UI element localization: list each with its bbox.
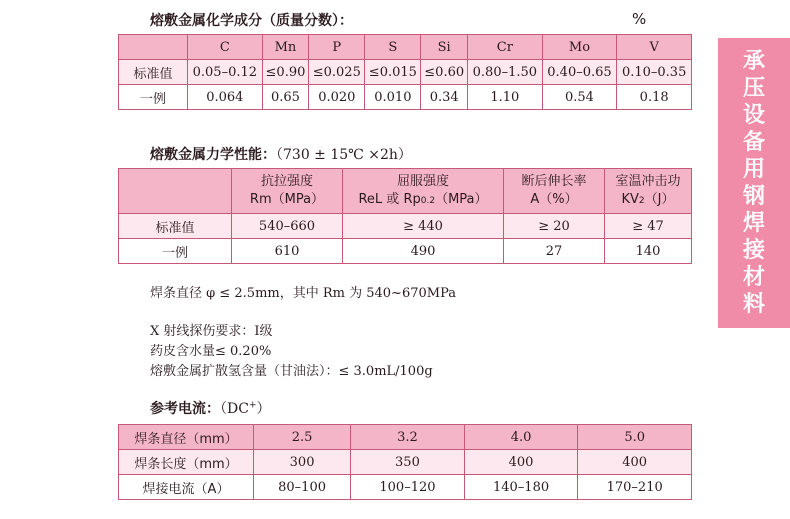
table-cell: 1.10 — [468, 85, 543, 110]
header-cell-yield — [343, 169, 504, 214]
table-cell: 100–120 — [351, 475, 465, 500]
table-row-length — [119, 450, 692, 475]
table-cell: 350 — [351, 450, 465, 475]
table-cell: 2.5 — [254, 425, 351, 450]
dc-plus: + — [248, 400, 257, 411]
table-cell: 0.064 — [188, 85, 263, 110]
table-header-row — [119, 169, 692, 214]
header-text: （J） — [644, 191, 675, 207]
table-row-diameter — [119, 425, 692, 450]
table-cell: 300 — [254, 450, 351, 475]
reference-current-text: 参考电流： — [150, 401, 220, 417]
table-cell: 0.10–0.35 — [617, 60, 692, 85]
side-char: 钢 — [742, 184, 765, 209]
reference-current-table — [118, 424, 692, 500]
header-cell-si: Si — [421, 35, 468, 60]
table-cell: 0.80–1.50 — [468, 60, 543, 85]
row-label: 焊接电流（A） — [119, 475, 254, 500]
header-line: 屈服强度 — [396, 173, 449, 189]
table-cell: 400 — [578, 450, 692, 475]
side-char: 承 — [742, 49, 765, 74]
header-cell-mn: Mn — [262, 35, 309, 60]
side-char: 用 — [742, 157, 765, 182]
table-cell: 3.2 — [351, 425, 465, 450]
header-text: （MPa） — [435, 191, 488, 207]
row-label: 一例 — [119, 239, 232, 264]
table-cell: 610 — [232, 239, 343, 264]
table-row — [119, 239, 692, 264]
side-char: 料 — [742, 292, 765, 317]
dc-polarity — [220, 401, 270, 417]
table-cell: 0.05–0.12 — [188, 60, 263, 85]
table-cell: ≥ 440 — [343, 214, 504, 239]
table-cell: 170–210 — [578, 475, 692, 500]
heat-treatment-condition: （730 ± 15℃ ×2h） — [276, 147, 412, 163]
moisture-note: 药皮含水量≤ 0.20% — [150, 344, 272, 359]
header-text: ReL 或 Rp — [358, 191, 421, 207]
side-char: 压 — [742, 76, 765, 101]
header-line — [605, 191, 691, 210]
table-cell: 140–180 — [464, 475, 578, 500]
header-line: 室温冲击功 — [615, 173, 681, 189]
header-cell-p: P — [309, 35, 365, 60]
table-cell: ≥ 47 — [605, 214, 692, 239]
row-label: 一例 — [119, 85, 188, 110]
reference-current-title — [150, 398, 270, 418]
chemical-composition-title: 熔敷金属化学成分（质量分数）： — [150, 13, 353, 29]
header-line: 抗拉强度 — [260, 174, 313, 189]
header-cell-v: V — [617, 35, 692, 60]
header-cell-impact — [605, 169, 692, 214]
table-cell: ≤0.025 — [309, 60, 365, 85]
mechanical-title-text: 熔敷金属力学性能： — [150, 147, 276, 163]
table-cell: 540–660 — [232, 214, 343, 239]
table-cell: ≤0.015 — [365, 60, 421, 85]
table-row — [119, 214, 692, 239]
table-cell: 490 — [343, 239, 504, 264]
table-row-current — [119, 475, 692, 500]
header-cell-s: S — [365, 35, 421, 60]
rod-diameter-note: 焊条直径 φ ≤ 2.5mm，其中 Rm 为 540~670MPa — [150, 286, 456, 301]
dc-text: （DC — [220, 401, 249, 417]
table-cell: 80–100 — [254, 475, 351, 500]
xray-requirement-note: X 射线探伤要求：Ⅰ级 — [150, 324, 273, 339]
header-cell-cr: Cr — [468, 35, 543, 60]
header-cell — [119, 35, 188, 60]
header-subscript: 2 — [638, 195, 645, 206]
header-line: 断后伸长率 — [521, 174, 587, 189]
header-line: Rm（MPa） — [249, 192, 325, 207]
hydrogen-note: 熔敷金属扩散氢含量（甘油法）：≤ 3.0mL/100g — [150, 364, 433, 379]
side-char: 设 — [742, 103, 765, 128]
side-char: 接 — [742, 238, 765, 263]
table-cell: 27 — [504, 239, 605, 264]
mechanical-properties-title — [150, 144, 412, 164]
side-char: 备 — [742, 130, 765, 155]
table-cell: ≥ 20 — [504, 214, 605, 239]
row-label: 标准值 — [119, 60, 188, 85]
table-cell: ≤0.60 — [421, 60, 468, 85]
side-banner — [718, 38, 790, 328]
header-text: KV — [621, 191, 639, 207]
table-row — [119, 60, 692, 85]
unit-percent: % — [632, 10, 647, 28]
header-cell-tensile — [232, 169, 343, 214]
row-label: 焊条直径（mm） — [119, 425, 254, 450]
table-cell: ≤0.90 — [262, 60, 309, 85]
table-cell: 400 — [464, 450, 578, 475]
header-line: A（%） — [530, 192, 578, 207]
chemical-composition-table — [118, 34, 692, 110]
header-cell-c: C — [188, 35, 263, 60]
table-cell: 0.020 — [309, 85, 365, 110]
table-header-row — [119, 35, 692, 60]
table-cell: 0.34 — [421, 85, 468, 110]
table-cell: 0.65 — [262, 85, 309, 110]
header-cell-elongation — [504, 169, 605, 214]
table-cell: 140 — [605, 239, 692, 264]
header-subscript: 0.2 — [420, 195, 436, 206]
mechanical-properties-table — [118, 168, 692, 264]
side-char: 材 — [742, 265, 765, 290]
table-cell: 0.40–0.65 — [542, 60, 617, 85]
header-line — [343, 191, 503, 210]
header-cell-mo: Mo — [542, 35, 617, 60]
table-cell: 0.010 — [365, 85, 421, 110]
side-char: 焊 — [742, 211, 765, 236]
row-label: 焊条长度（mm） — [119, 450, 254, 475]
row-label: 标准值 — [119, 214, 232, 239]
table-cell: 5.0 — [578, 425, 692, 450]
header-cell — [119, 169, 232, 214]
dc-close: ） — [256, 401, 271, 417]
table-cell: 4.0 — [464, 425, 578, 450]
table-row — [119, 85, 692, 110]
table-cell: 0.18 — [617, 85, 692, 110]
table-cell: 0.54 — [542, 85, 617, 110]
